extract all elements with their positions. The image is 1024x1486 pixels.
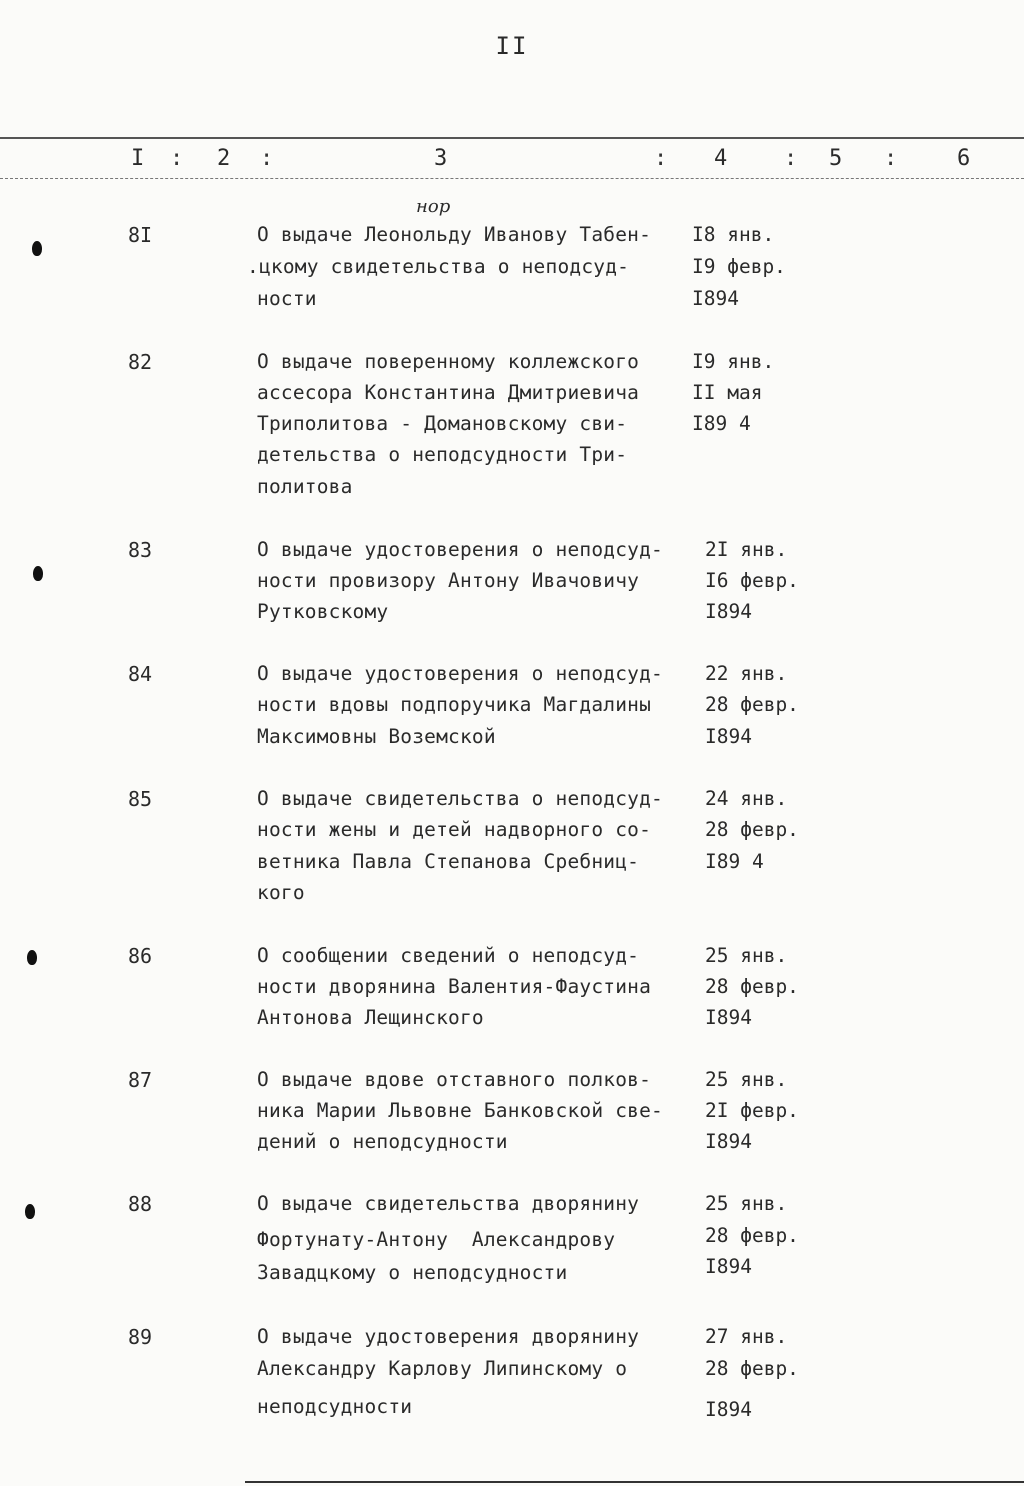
entry-number: 8I [128, 223, 153, 247]
header-col-5: 5 [829, 146, 843, 171]
entry-text-line: О выдаче свидетельства дворянину [257, 1192, 640, 1215]
entry-text-line: ассесора Константина Дмитриевича [257, 381, 640, 404]
header-top-rule [0, 137, 1024, 139]
entry-text-line: Максимовны Воземской [257, 725, 496, 748]
entry-text-line: Рутковскому [257, 600, 389, 623]
entry-text-line: ника Марии Львовне Банковской све- [257, 1099, 663, 1122]
entry-text-line: О выдаче Леонольду Иванову Табен- [257, 223, 652, 246]
entry-text-line: Александру Карлову Липинскому о [257, 1357, 628, 1380]
entry-text-line: ности провизору Антону Ивачовичу [257, 569, 640, 592]
entry-text-line: дений о неподсудности [257, 1130, 508, 1153]
entry-year: I89 4 [692, 412, 751, 435]
entry-text-line: детельства о неподсудности Три- [257, 443, 628, 466]
entry-text-line: .цкому свидетельства о неподсуд- [247, 255, 630, 278]
header-separator: : [654, 146, 668, 171]
entry-number: 82 [128, 350, 153, 374]
entry-date-start: 2I янв. [705, 538, 788, 561]
entry-year: I894 [705, 1398, 752, 1421]
entry-text-line: ности дворянина Валентия-Фаустина [257, 975, 652, 998]
page-number: II [495, 32, 529, 60]
entry-year: I894 [705, 1255, 752, 1278]
entry-text-line: О выдаче поверенному коллежского [257, 350, 640, 373]
entry-text-line: кого [257, 881, 305, 904]
entry-year: I894 [705, 1006, 752, 1029]
entry-year: I894 [692, 287, 739, 310]
entry-text-line: Фортунату-Антону Александрову [257, 1228, 616, 1251]
entry-text-line: Антонова Лещинского [257, 1006, 484, 1029]
entry-text-line: неподсудности [257, 1395, 413, 1418]
header-bottom-rule [0, 178, 1024, 179]
entry-number: 89 [128, 1325, 153, 1349]
entry-date-start: I9 янв. [692, 350, 775, 373]
header-col-6: 6 [957, 146, 971, 171]
entry-text-line: ветника Павла Степанова Сребниц- [257, 850, 640, 873]
punch-hole-mark [25, 1204, 35, 1219]
header-col-1: I [131, 146, 145, 171]
entry-text-line: Завадцкому о неподсудности [257, 1261, 568, 1284]
punch-hole-mark [33, 566, 43, 581]
header-separator: : [260, 146, 274, 171]
entry-date-end: 28 февр. [705, 1357, 799, 1380]
entry-date-end: 28 февр. [705, 818, 799, 841]
entry-text-line: О выдаче свидетельства о неподсуд- [257, 787, 663, 810]
entry-text-line: ности вдовы подпоручика Магдалины [257, 693, 652, 716]
header-col-4: 4 [714, 146, 728, 171]
entry-year: I894 [705, 1130, 752, 1153]
header-col-2: 2 [217, 146, 231, 171]
entry-date-end: 28 февр. [705, 975, 799, 998]
entry-date-end: I9 февр. [692, 255, 786, 278]
entry-date-end: I6 февр. [705, 569, 799, 592]
entry-date-end: 2I февр. [705, 1099, 799, 1122]
entry-date-start: 24 янв. [705, 787, 788, 810]
entry-number: 86 [128, 944, 153, 968]
entry-date-end: 28 февр. [705, 1224, 799, 1247]
header-separator: : [884, 146, 898, 171]
entry-number: 83 [128, 538, 153, 562]
entry-number: 87 [128, 1068, 153, 1092]
entry-date-end: II мая [692, 381, 763, 404]
header-separator: : [170, 146, 184, 171]
entry-text-line: О выдаче вдове отставного полков- [257, 1068, 652, 1091]
entry-date-start: 22 янв. [705, 662, 788, 685]
entry-date-start: 25 янв. [705, 1192, 788, 1215]
entry-year: I894 [705, 600, 752, 623]
punch-hole-mark [27, 950, 37, 965]
entry-number: 85 [128, 787, 153, 811]
entry-date-start: 25 янв. [705, 1068, 788, 1091]
entry-text-line: О выдаче удостоверения о неподсуд- [257, 538, 663, 561]
entry-number: 88 [128, 1192, 153, 1216]
entry-text-line: ности [257, 287, 317, 310]
entry-text-line: ности жены и детей надворного со- [257, 818, 652, 841]
entry-date-start: 27 янв. [705, 1325, 788, 1348]
entry-date-end: 28 февр. [705, 693, 799, 716]
footer-rule [245, 1481, 1024, 1483]
handwritten-correction: нор [416, 196, 451, 217]
entry-text-line: О выдаче удостоверения дворянину [257, 1325, 640, 1348]
header-col-3: 3 [434, 146, 448, 171]
entry-text-line: Триполитова - Домановскому сви- [257, 412, 628, 435]
entry-number: 84 [128, 662, 153, 686]
entry-text-line: политова [257, 475, 353, 498]
entry-text-line: О сообщении сведений о неподсуд- [257, 944, 640, 967]
entry-year: I894 [705, 725, 752, 748]
punch-hole-mark [32, 241, 42, 256]
header-separator: : [784, 146, 798, 171]
entry-date-start: I8 янв. [692, 223, 775, 246]
entry-year: I89 4 [705, 850, 764, 873]
entry-date-start: 25 янв. [705, 944, 788, 967]
entry-text-line: О выдаче удостоверения о неподсуд- [257, 662, 663, 685]
